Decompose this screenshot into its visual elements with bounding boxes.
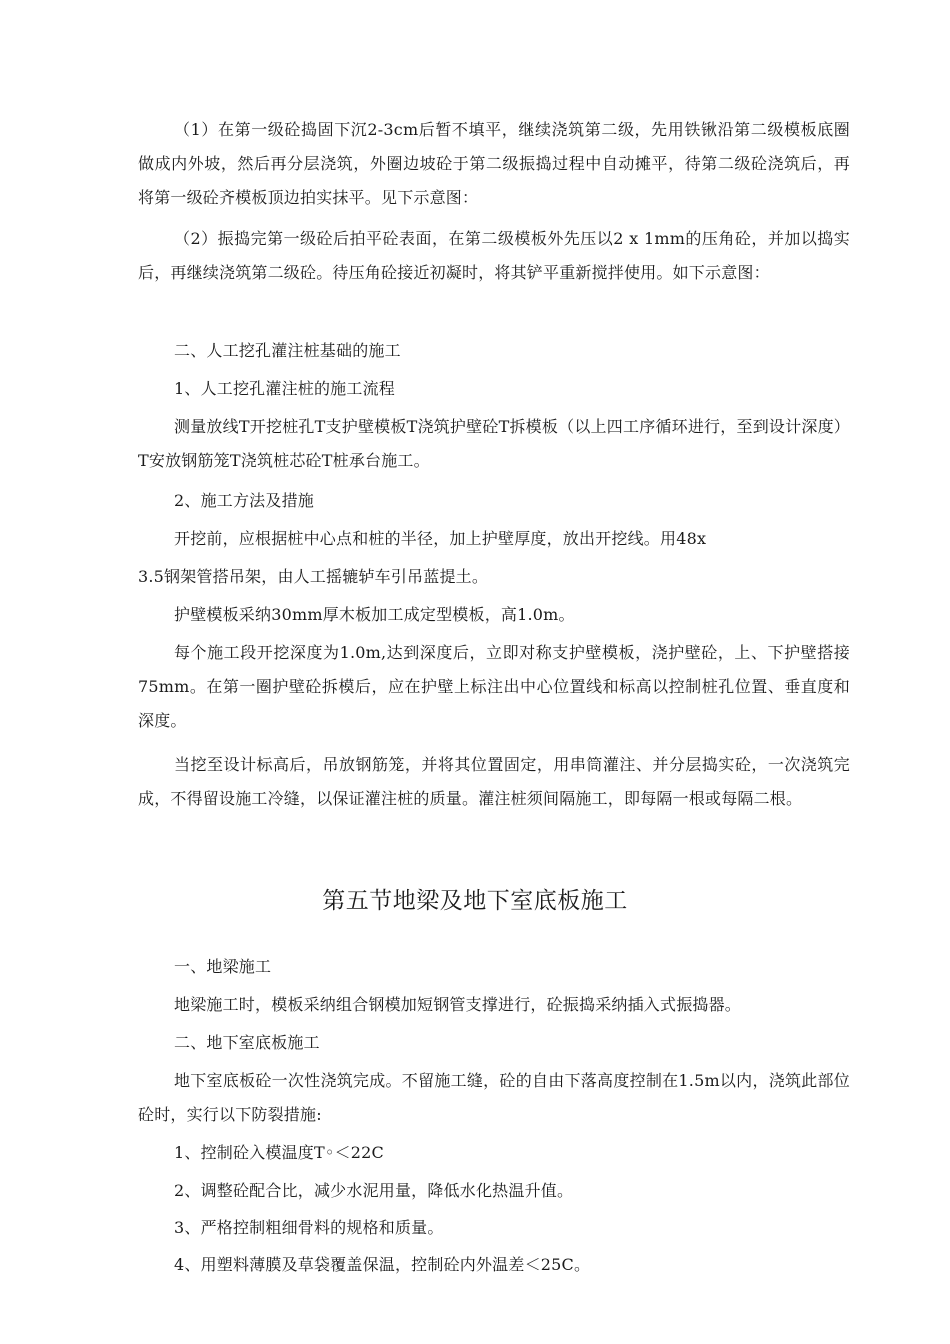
paragraph-construction-flow: 测量放线T开挖桩孔T支护壁模板T浇筑护壁砼T拆模板（以上四工序循环进行，至到设计深度）T安放钢筋笼T浇筑桩芯砼T桩承台施工。 xyxy=(138,417,850,470)
paragraph-layered-pouring-method-2: （2）振捣完第一级砼后拍平砼表面，在第二级模板外先压以2 x 1mm的压角砼，并加以捣实后，再继续浇筑第二级砼。待压角砼接近初凝时，将其铲平重新搅拌使用。如下示意图： xyxy=(138,229,850,282)
paragraph-formwork: 护壁模板采纳30mm厚木板加工成定型模板，高1.0m。 xyxy=(174,605,575,624)
subheading-methods-measures: 2、施工方法及措施 xyxy=(174,491,314,510)
section-heading-manual-pile: 二、人工挖孔灌注桩基础的施工 xyxy=(174,341,401,360)
subheading-ground-beam: 一、地梁施工 xyxy=(174,957,272,976)
list-item-aggregate: 3、严格控制粗细骨料的规格和质量。 xyxy=(174,1218,444,1237)
list-item-mix-ratio: 2、调整砼配合比，减少水泥用量，降低水化热温升值。 xyxy=(174,1181,574,1200)
paragraph-ground-beam: 地梁施工时，模板采纳组合钢模加短钢管支撑进行，砼振捣采纳插入式振捣器。 xyxy=(174,995,742,1014)
paragraph-excavation-line-1: 开挖前，应根据桩中心点和桩的半径，加上护壁厚度，放出开挖线。用48x xyxy=(174,529,707,548)
paragraph-excavation-line-2: 3.5钢架管搭吊架，由人工摇辘轳车引吊蓝提土。 xyxy=(138,567,489,586)
list-item-curing: 4、用塑料薄膜及草袋覆盖保温，控制砼内外温差＜25C。 xyxy=(174,1255,591,1274)
section-title: 第五节地梁及地下室底板施工 xyxy=(322,888,628,914)
subheading-basement-slab: 二、地下室底板施工 xyxy=(174,1033,320,1052)
paragraph-basement-slab: 地下室底板砼一次性浇筑完成。不留施工缝，砼的自由下落高度控制在1.5m以内，浇筑此部位砼时，实行以下防裂措施: xyxy=(138,1071,850,1124)
list-item-temperature: 1、控制砼入模温度T◦＜22C xyxy=(174,1143,384,1162)
paragraph-rebar-cage: 当挖至设计标高后，吊放钢筋笼，并将其位置固定，用串筒灌注、并分层捣实砼，一次浇筑完成，不得留设施工冷缝，以保证灌注桩的质量。灌注桩须间隔施工，即每隔一根或每隔二根。 xyxy=(138,755,850,808)
subheading-construction-flow: 1、人工挖孔灌注桩的施工流程 xyxy=(174,379,395,398)
paragraph-excavation-depth: 每个施工段开挖深度为1.0m,达到深度后，立即对称支护壁模板，浇护壁砼，上、下护壁搭接75mm。在第一圈护壁砼拆模后，应在护壁上标注出中心位置线和标高以控制桩孔位置、垂直度和深度。 xyxy=(138,643,850,730)
paragraph-layered-pouring-method-1: （1）在第一级砼捣固下沉2-3cm后暂不填平，继续浇筑第二级，先用铁锹沿第二级模板底圈做成内外坡，然后再分层浇筑，外圈边坡砼于第二级振捣过程中自动摊平，待第二级砼浇筑后，再将第一级砼齐模板顶边拍实抹平。见下示意图： xyxy=(138,120,850,207)
